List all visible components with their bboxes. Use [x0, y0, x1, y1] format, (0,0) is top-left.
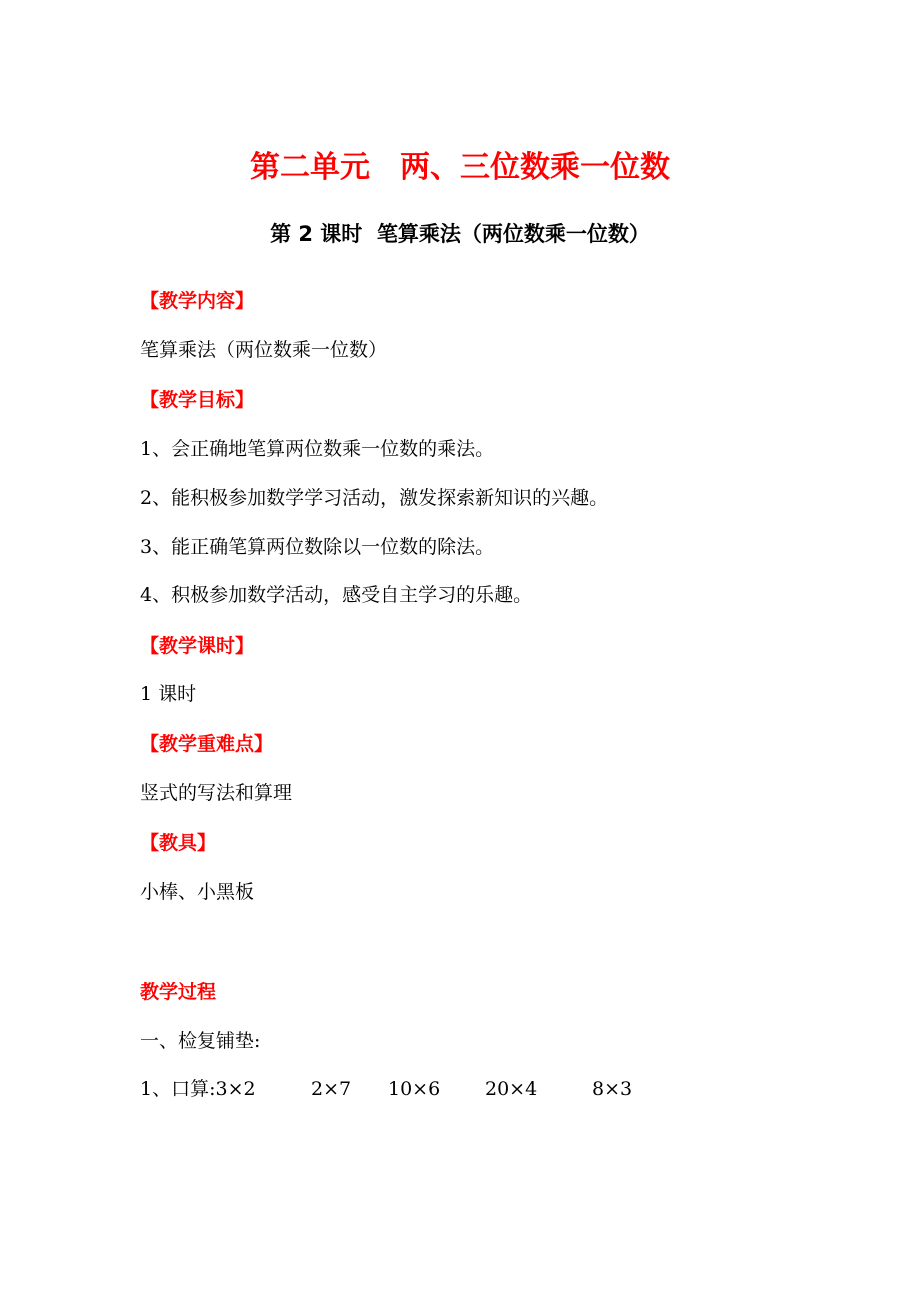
goal-item-2: 2、能积极参加数学学习活动，激发探索新知识的兴趣。	[140, 487, 609, 509]
unit-title: 第二单元 两、三位数乘一位数	[250, 150, 670, 185]
content-heading: 【教学内容】	[140, 290, 255, 312]
goal-item-1: 1、会正确地笔算两位数乘一位数的乘法。	[140, 438, 495, 460]
content-text: 笔算乘法（两位数乘一位数）	[140, 339, 388, 361]
oral-calc-item: 8×3	[592, 1078, 633, 1100]
lesson-title: 第 2 课时 笔算乘法（两位数乘一位数）	[270, 222, 650, 246]
key-points-heading: 【教学重难点】	[140, 733, 274, 755]
process-heading: 教学过程	[140, 981, 217, 1003]
tools-heading: 【教具】	[140, 832, 217, 854]
oral-calc-label: 1、口算:3×2	[140, 1078, 256, 1100]
process-step-1: 一、检复铺垫:	[140, 1030, 261, 1052]
key-points-text: 竖式的写法和算理	[140, 782, 293, 804]
goal-item-3: 3、能正确笔算两位数除以一位数的除法。	[140, 536, 495, 558]
tools-text: 小棒、小黑板	[140, 881, 255, 903]
goal-item-4: 4、积极参加数学活动，感受自主学习的乐趣。	[140, 584, 533, 606]
goals-heading: 【教学目标】	[140, 389, 255, 411]
oral-calc-item: 10×6	[388, 1078, 441, 1100]
oral-calc-item: 20×4	[485, 1078, 538, 1100]
oral-calc-item: 2×7	[311, 1078, 352, 1100]
oral-calculation-row	[140, 1076, 633, 1258]
hours-text: 1 课时	[140, 683, 197, 705]
hours-heading: 【教学课时】	[140, 635, 255, 657]
